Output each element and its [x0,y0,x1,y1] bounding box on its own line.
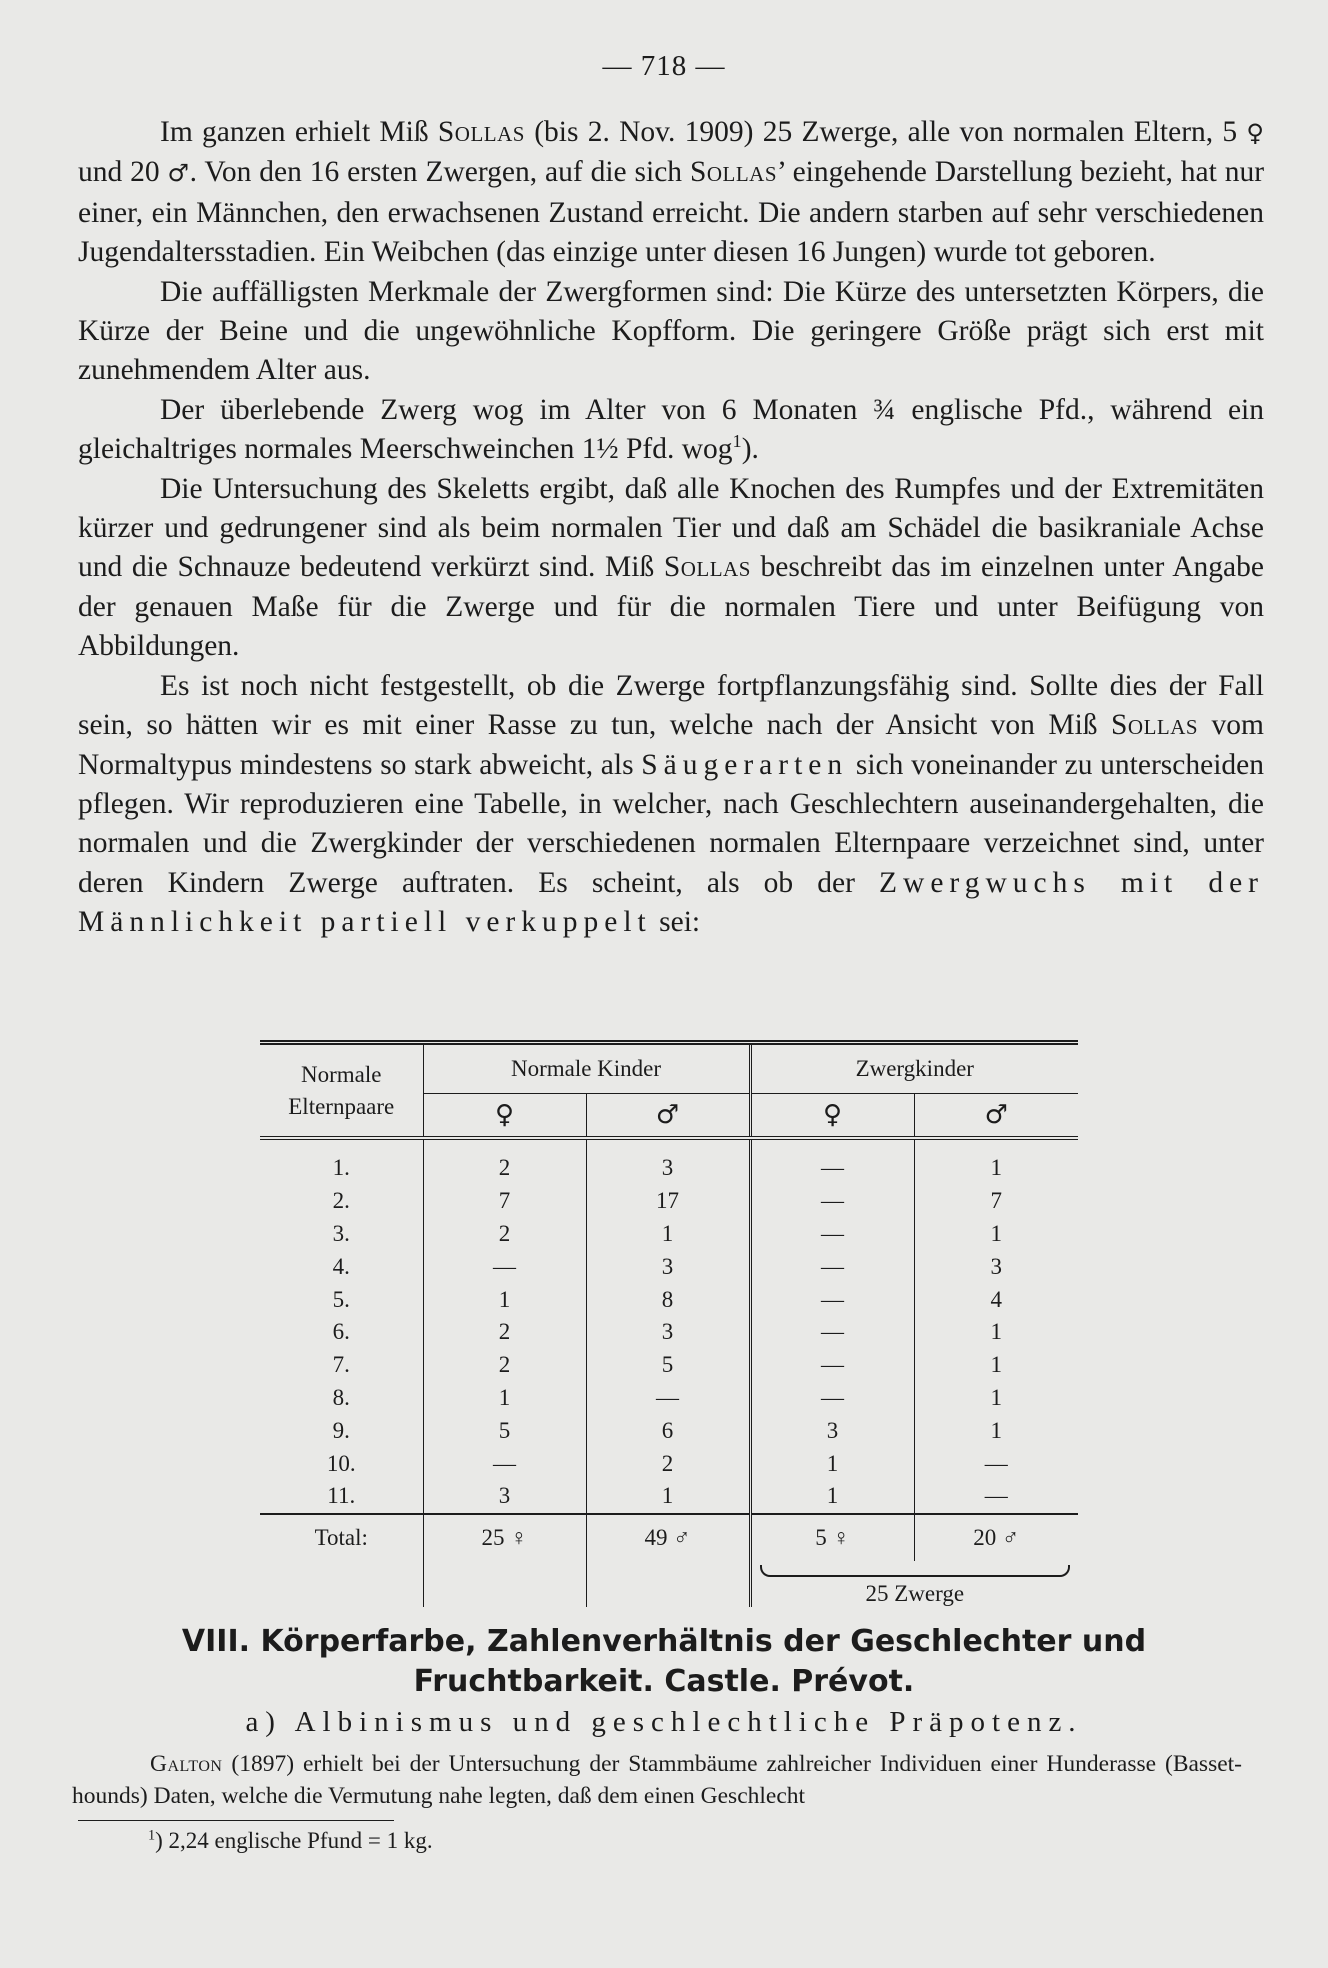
paragraph-4 [78,470,1264,667]
header-normal-children: Normale Kinder [423,1043,750,1094]
text-run: (bis 2. Nov. 1909) 25 Zwerge, alle von normalen Eltern, 5 [524,116,1247,148]
subsection-heading: a) Albinismus und geschlechtliche Präpotenz. [245,1706,1083,1738]
header-normal-female: ♀ [423,1094,586,1139]
table-cell: 5. [332,1286,350,1312]
footnote-marker: 1 [148,1827,156,1844]
table-cell: 1 [750,1480,914,1514]
footnote-text: ) 2,24 englische Pfund = 1 kg. [155,1828,433,1853]
table-cell: 3 [586,1152,750,1185]
table-row [260,1414,1078,1447]
text-run: Im ganzen erhielt Miß [160,116,438,148]
emphasis-spaced: Zwergwuchs mit der Männlichkeit partiell verkuppelt [78,866,1264,939]
table-cell: 1 [914,1316,1078,1349]
table-row [260,1447,1078,1480]
total-dwarf-female: 5 ♀ [750,1514,914,1561]
header-dwarf-children: Zwergkinder [750,1043,1078,1094]
table-cell: 1 [750,1447,914,1480]
table-cell: 2 [423,1218,586,1251]
table-cell: 3 [586,1316,750,1349]
table-cell: — [750,1316,914,1349]
table-cell: 1 [586,1218,750,1251]
female-symbol: ♀ [1246,119,1264,147]
table-cell: 2 [423,1349,586,1382]
table-cell: — [750,1349,914,1382]
table-cell: 8 [586,1283,750,1316]
table-cell: 3 [423,1480,586,1514]
total-normal-female: 25 ♀ [423,1514,586,1561]
table-cell: 1 [914,1414,1078,1447]
table-cell: — [750,1185,914,1218]
table-cell: 2 [586,1447,750,1480]
header-dwarf-female: ♀ [750,1094,914,1139]
text-run: Der überlebende Zwerg wog im Alter von 6 Monaten ¾ englische Pfd., während ein gleichaltriges normales Meerschweinchen 1½ Pfd. wog [78,393,1264,466]
table-row [260,1218,1078,1251]
table-cell: 8. [332,1384,350,1410]
table-cell: — [914,1480,1078,1514]
table-cell: — [914,1447,1078,1480]
table-cell: 4 [914,1283,1078,1316]
table-cell: 3 [750,1414,914,1447]
paragraph-3 [78,391,1264,470]
author-name: Sollas [1111,709,1199,742]
table-cell: 2 [423,1152,586,1185]
header-parents: Normale Elternpaare [260,1043,423,1139]
author-name: Sollas [437,116,525,148]
table-row [260,1152,1078,1185]
text-run: ’ eingehende Darstellung bezieht, hat nur einer, ein Männchen, den erwachsenen Zustand erreicht. Die andern starben auf sehr verschiedenen Jugendaltersstadien. Ein Weibchen (das einzige unter diesen 16 Jungen) wurde tot geboren. [78,156,1265,269]
table-cell: 17 [586,1185,750,1218]
dwarf-table [260,1040,1078,1607]
footnote-reference: 1 [732,431,742,452]
table-row [260,1185,1078,1218]
table-cell: 1 [914,1349,1078,1382]
table-row [260,1250,1078,1283]
text-run: beschreibt das im einzelnen unter Angabe der genauen Maße für die Zwerge und für die normalen Tiere und unter Beifügung von Abbildungen. [78,551,1264,663]
paragraph-1 [78,113,1264,273]
brace [752,1561,1079,1589]
table-cell: 6. [332,1319,350,1345]
table-cell: 4. [332,1253,350,1279]
table-row [260,1316,1078,1349]
table-cell: 3 [914,1250,1078,1283]
text-run: sich voneinander zu unterscheiden pflegen. Wir reproduzieren eine Tabelle, in welcher, nach Geschlechtern auseinandergehalten, die normalen und die Zwergkinder der verschiedenen normalen Elternpaare verzeichnet sind, unter deren Kindern Zwerge auftraten. Es scheint, als ob der [78,748,1264,899]
table-cell: 7 [423,1185,586,1218]
emphasis-spaced: Säugerarten [641,748,849,781]
table-cell: 7. [332,1352,350,1378]
table-cell: 1 [914,1382,1078,1415]
table-cell: 9. [332,1417,350,1443]
male-symbol: ♂ [167,159,190,188]
text-run: Die Untersuchung des Skeletts ergibt, daß alle Knochen des Rumpfes und der Extremitäten kürzer und gedrungener sind als beim normalen Tier und daß am Schädel die basikraniale Achse und die Schnauze bedeutend verkürzt sind. Miß [78,472,1264,584]
table-cell: — [750,1218,914,1251]
total-dwarf-male: 20 ♂ [914,1514,1078,1561]
table-cell: 1. [332,1155,350,1181]
table-cell: 10. [326,1450,356,1476]
table-cell: 1 [423,1283,586,1316]
paragraph-2: Die auffälligsten Merkmale der Zwergformen sind: Die Kürze des untersetzten Körpers, die Kürze der Beine und die ungewöhnliche Kopfform. Die geringere Größe prägt sich erst mit zunehmendem Alter aus. [78,275,1264,387]
paragraph-5 [78,667,1264,943]
footnote [148,1828,433,1854]
total-label: Total: [260,1514,423,1561]
dwarf-sum: 25 Zwerge [865,1580,965,1606]
header-normal-male: ♂ [586,1094,750,1139]
section-heading: VIII. Körperfarbe, Zahlenverhältnis der Geschlechter und Fruchtbarkeit. Castle. Prévot. [181,1624,1147,1699]
table-cell: 3. [332,1220,350,1246]
table-cell: 1 [423,1382,586,1415]
text-run: . Von den 16 ersten Zwergen, auf die sich [189,156,690,189]
table-cell: 2. [332,1188,350,1214]
author-name: Galton [150,1751,223,1777]
text-run: ). [741,433,759,466]
table-cell: — [750,1382,914,1415]
table-cell: 3 [586,1250,750,1283]
table-row [260,1480,1078,1514]
header-dwarf-male: ♂ [914,1094,1078,1139]
table-cell: 7 [914,1185,1078,1218]
table-cell: — [750,1152,914,1185]
author-name: Sollas [689,156,778,189]
footnote-rule [78,1820,394,1821]
totals-row [260,1514,1078,1561]
table-cell: 2 [423,1316,586,1349]
table-row [260,1349,1078,1382]
table-cell: 5 [586,1349,750,1382]
body-text [78,113,1264,943]
text-run: Es ist noch nicht festgestellt, ob die Zwerge fortpflanzungsfähig sind. Sollte dies der Fall sein, so hätten wir es mit einer Rasse zu tun, welche nach der Ansicht von Miß [78,669,1264,742]
table-row [260,1283,1078,1316]
text-run: vom Normaltypus mindestens so stark abweicht, als [78,709,1264,781]
table-cell: 1 [586,1480,750,1514]
table-row [260,1382,1078,1415]
table-cell: — [586,1382,750,1415]
text-run: (1897) erhielt bei der Untersuchung der Stammbäume zahlreicher Individuen einer Hunderasse (Basset-hounds) Daten, welche die Vermutung nahe legten, daß dem einen Geschlecht [72,1751,1242,1809]
total-normal-male: 49 ♂ [586,1514,750,1561]
table-cell: 1 [914,1218,1078,1251]
table-cell: 11. [327,1483,356,1509]
author-name: Sollas [663,551,751,584]
table-cell: 1 [914,1152,1078,1185]
text-run: sei: [651,906,701,939]
page-number: — 718 — [602,50,726,82]
table-cell: — [423,1250,586,1283]
table-cell: 5 [423,1414,586,1447]
table-cell: — [750,1250,914,1283]
text-run: und 20 [78,156,168,189]
table-cell: — [423,1447,586,1480]
small-paragraph [72,1748,1242,1812]
table-cell: 6 [586,1414,750,1447]
table-cell: — [750,1283,914,1316]
dwarf-sum-cell [750,1561,1078,1607]
